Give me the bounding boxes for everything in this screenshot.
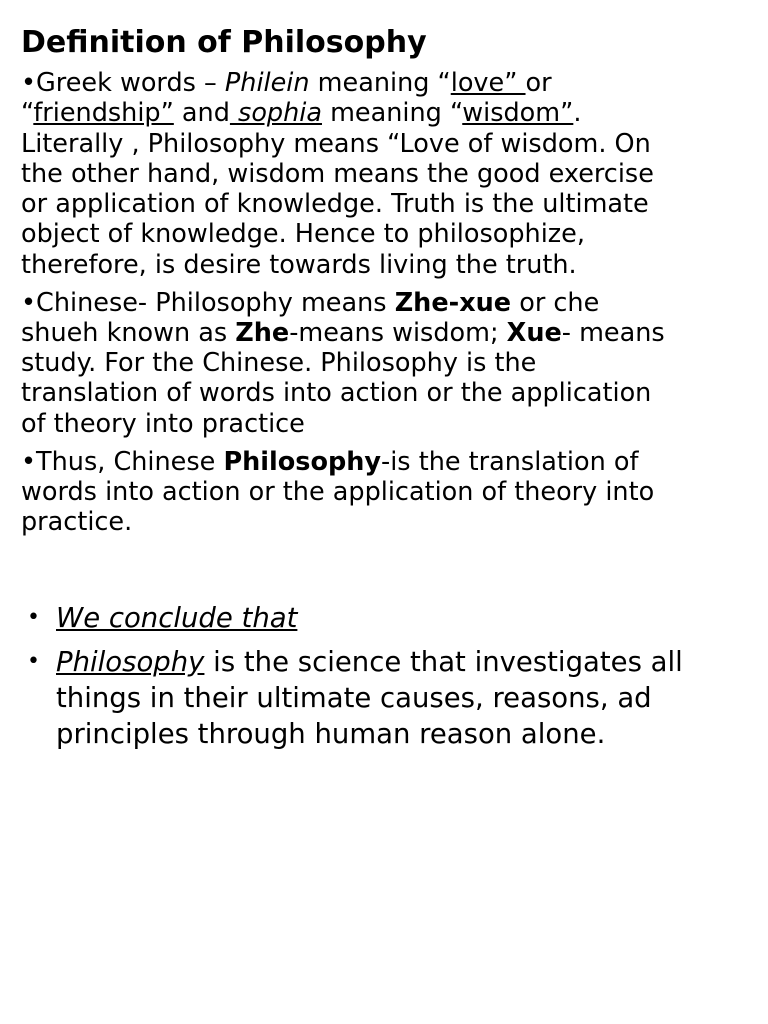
text-run: meaning “ — [321, 98, 463, 129]
term-zhe: Zhe — [235, 317, 290, 348]
term-philein: Philein — [224, 68, 310, 98]
text-run: Greek words – — [36, 68, 225, 98]
text-line — [21, 447, 756, 477]
text-run: . — [573, 98, 582, 129]
text-line: words into action or the application of theory into — [21, 476, 655, 507]
bullet: • — [21, 287, 37, 318]
list-item — [27, 600, 757, 636]
bullet: • — [27, 605, 40, 630]
text-line: translation of words into action or the application — [21, 378, 652, 409]
text-run: and — [173, 98, 230, 129]
text-line: practice. — [21, 507, 133, 538]
term-love: love” — [450, 68, 526, 98]
text-line: of theory into practice — [21, 408, 305, 439]
bullet: • — [21, 446, 37, 477]
text-line — [56, 644, 757, 680]
text-line: things in their ultimate causes, reasons, ad — [56, 681, 652, 714]
text-line: study. For the Chinese. Philosophy is the — [21, 348, 537, 379]
text-line — [21, 98, 756, 128]
text-run: “ — [21, 98, 34, 129]
text-run: or — [525, 68, 552, 98]
term-friendship: friendship” — [33, 98, 174, 129]
text-run: or che — [511, 287, 600, 318]
text-run: shueh known as — [21, 317, 236, 348]
conclusion-list — [27, 600, 757, 752]
text-run: is the science that investigates all — [204, 645, 683, 678]
term-philosophy-definition: Philosophy — [56, 645, 205, 678]
term-wisdom: wisdom” — [462, 98, 574, 129]
text-run: meaning “ — [309, 68, 451, 98]
body-text — [21, 68, 756, 537]
paragraph-thus — [21, 447, 756, 538]
text-run: -is the translation of — [381, 446, 639, 477]
slide-title: Definition of Philosophy — [21, 25, 427, 60]
conclusion-heading: We conclude that — [56, 602, 298, 634]
term-xue: Xue — [506, 317, 562, 348]
text-line: the other hand, wisdom means the good exercise — [21, 158, 654, 189]
text-run: Chinese- Philosophy means — [36, 287, 395, 318]
paragraph-chinese — [21, 288, 756, 439]
term-sophia: sophia — [229, 98, 322, 129]
text-line: therefore, is desire towards living the truth. — [21, 249, 577, 280]
text-run: -means wisdom; — [289, 317, 507, 348]
text-run: - means — [561, 317, 665, 348]
paragraph-greek — [21, 68, 756, 280]
text-line: Literally , Philosophy means “Love of wisdom. On — [21, 128, 651, 159]
text-line: object of knowledge. Hence to philosophize, — [21, 219, 585, 250]
text-line: or application of knowledge. Truth is the ultimate — [21, 189, 649, 220]
term-philosophy: Philosophy — [223, 446, 382, 477]
list-item — [27, 644, 757, 752]
bullet: • — [21, 68, 37, 98]
bullet: • — [27, 648, 40, 674]
term-zhe-xue: Zhe-xue — [394, 287, 512, 318]
text-line — [21, 318, 756, 348]
text-line — [21, 288, 756, 318]
text-line — [21, 68, 756, 98]
text-run: Thus, Chinese — [36, 446, 224, 477]
text-line: principles through human reason alone. — [56, 717, 606, 750]
